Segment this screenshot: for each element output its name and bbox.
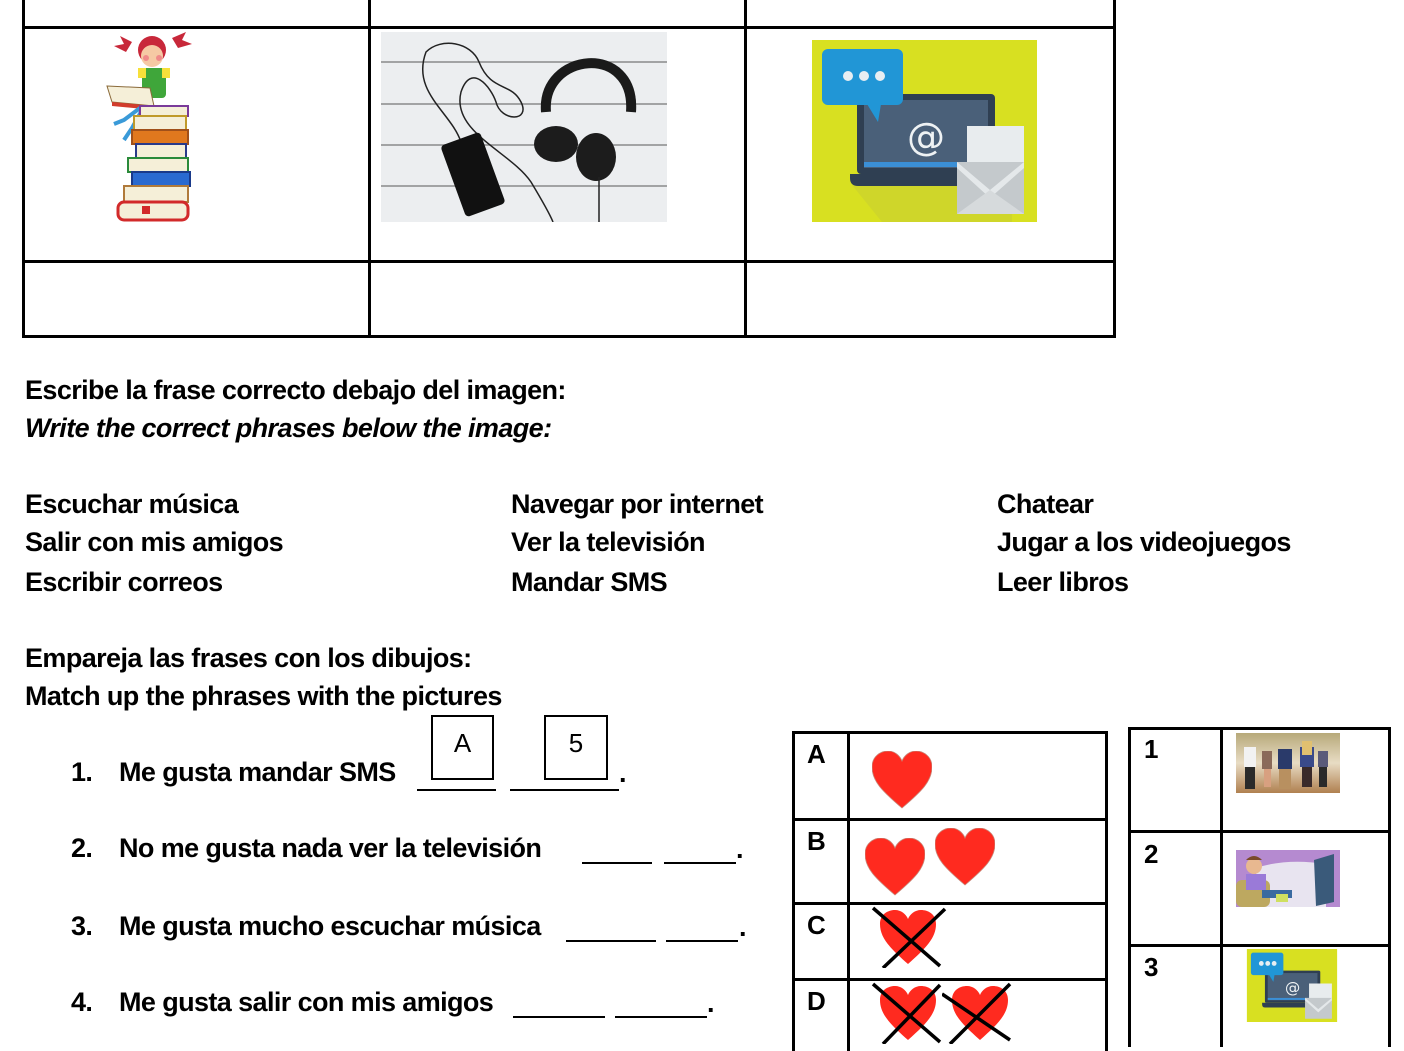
- row-label-a: A: [807, 739, 826, 769]
- section1-title-es: Escribe la frase correcto debajo del imagen:: [25, 375, 566, 405]
- answer-cell-1[interactable]: [25, 263, 368, 335]
- answer-blank-number[interactable]: [666, 940, 738, 942]
- phrase-escribir-correos: Escribir correos: [25, 567, 223, 597]
- svg-text:@: @: [907, 115, 945, 159]
- row-label-c: C: [807, 910, 826, 940]
- sentence-number: 2.: [71, 833, 93, 863]
- heart-icon: [872, 751, 932, 811]
- sentence-period: .: [707, 988, 714, 1018]
- crossed-heart-icon: [942, 982, 1020, 1044]
- sentence-text: No me gusta nada ver la televisión: [119, 833, 542, 863]
- svg-text:@: @: [1284, 979, 1301, 998]
- heart-icon: [865, 838, 925, 898]
- sentence-text: Me gusta mucho escuchar música: [119, 911, 541, 941]
- phrase-escuchar-musica: Escuchar música: [25, 489, 239, 519]
- sentence-number: 1.: [71, 757, 93, 787]
- phrase-navegar-internet: Navegar por internet: [511, 489, 764, 519]
- answer-blank-letter[interactable]: [566, 940, 656, 942]
- phrase-mandar-sms: Mandar SMS: [511, 567, 668, 597]
- answer-blank-number[interactable]: [664, 862, 736, 864]
- answer-blank-letter[interactable]: [417, 789, 496, 791]
- answer-box-letter[interactable]: A: [431, 715, 494, 780]
- sentence-period: .: [739, 912, 746, 942]
- crossed-heart-icon: [870, 906, 948, 968]
- phrase-salir-con-amigos: Salir con mis amigos: [25, 527, 284, 557]
- sentence-period: .: [736, 834, 743, 864]
- image-table: [22, 0, 1115, 338]
- laptop-email-chat-image: [812, 40, 1037, 222]
- sentence-number: 4.: [71, 987, 93, 1017]
- sentence-text: Me gusta mandar SMS: [119, 757, 396, 787]
- answer-blank-letter[interactable]: [582, 862, 652, 864]
- sentence-number: 3.: [71, 911, 93, 941]
- row-label-1: 1: [1144, 734, 1159, 764]
- table-border: [1113, 0, 1116, 338]
- phone-headphones-image: [381, 32, 667, 222]
- answer-blank-number[interactable]: [615, 1016, 707, 1018]
- answer-cell-3[interactable]: [747, 263, 1113, 335]
- phrase-leer-libros: Leer libros: [997, 567, 1129, 597]
- pictures-table: [1128, 727, 1391, 1047]
- table-border: [22, 335, 1115, 338]
- man-watching-tv-image: [1236, 850, 1340, 907]
- girl-reading-books-image: [102, 28, 212, 224]
- answer-cell-2[interactable]: [371, 263, 744, 335]
- crossed-heart-icon: [870, 982, 948, 1044]
- hearts-table: [792, 731, 1108, 1051]
- phrase-jugar-videojuegos: Jugar a los videojuegos: [997, 527, 1291, 557]
- friends-walking-image: [1236, 733, 1340, 793]
- row-label-2: 2: [1144, 839, 1159, 869]
- row-label-b: B: [807, 826, 826, 856]
- laptop-email-chat-image: [1246, 949, 1338, 1022]
- section2-title-es: Empareja las frases con los dibujos:: [25, 643, 472, 673]
- sentence-text: Me gusta salir con mis amigos: [119, 987, 494, 1017]
- section1-title-en: Write the correct phrases below the image:: [25, 413, 552, 443]
- heart-icon: [935, 828, 995, 888]
- phrase-chatear: Chatear: [997, 489, 1094, 519]
- sentence-period: .: [619, 758, 626, 788]
- row-label-3: 3: [1144, 952, 1159, 982]
- section2-title-en: Match up the phrases with the pictures: [25, 681, 502, 711]
- phrase-ver-television: Ver la televisión: [511, 527, 705, 557]
- answer-blank-number[interactable]: [510, 789, 619, 791]
- answer-box-number[interactable]: 5: [544, 715, 608, 780]
- answer-blank-letter[interactable]: [513, 1016, 605, 1018]
- row-label-d: D: [807, 986, 826, 1016]
